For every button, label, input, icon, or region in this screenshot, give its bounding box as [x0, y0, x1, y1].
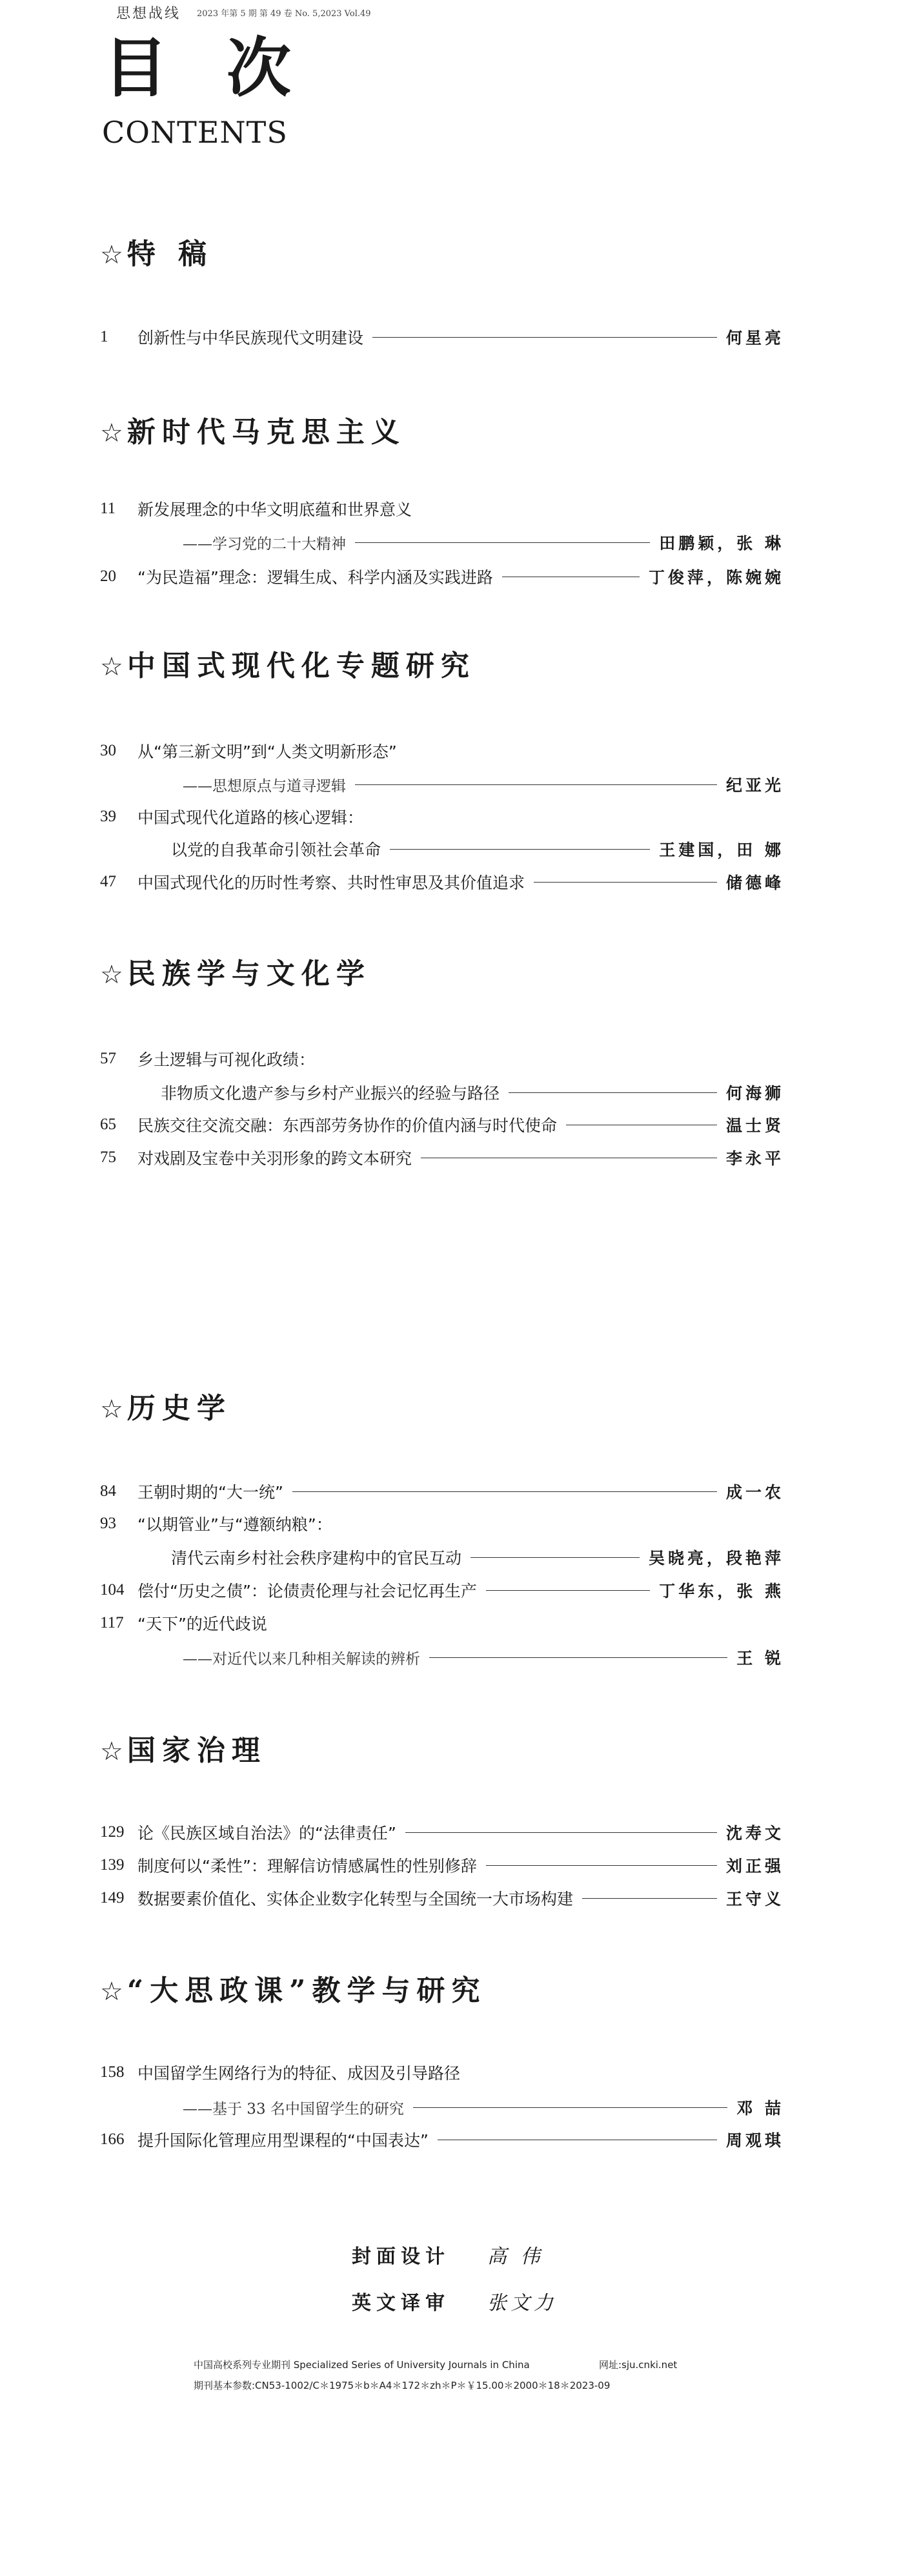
- dot-leader: [355, 784, 717, 785]
- star-icon: ☆: [100, 1737, 123, 1766]
- article-author: 王 锐: [736, 1649, 784, 1668]
- dot-leader: [355, 542, 650, 543]
- toc-entry-continued[interactable]: [100, 1079, 784, 1105]
- dot-leader: [405, 1832, 717, 1833]
- cover-design-credit: [352, 2240, 544, 2269]
- page-number: 30: [100, 742, 116, 759]
- dot-leader: [534, 882, 717, 883]
- toc-entry[interactable]: [100, 1112, 784, 1138]
- english-review-credit: [352, 2287, 557, 2315]
- toc-entry[interactable]: [100, 1577, 784, 1603]
- star-icon: ☆: [100, 652, 123, 682]
- page-title: 目 次: [103, 30, 309, 106]
- dot-leader: [292, 1491, 717, 1492]
- toc-entry[interactable]: [100, 496, 784, 522]
- dot-leader: [413, 2107, 727, 2108]
- star-icon: ☆: [100, 960, 123, 990]
- article-subtitle: ——对近代以来几种相关解读的辨析: [183, 1650, 420, 1668]
- article-subtitle: ——基于 33 名中国留学生的研究: [183, 2100, 404, 2118]
- star-icon: ☆: [100, 240, 123, 270]
- article-title: 非物质文化遗产参与乡村产业振兴的经验与路径: [161, 1084, 500, 1103]
- article-title: 制度何以“柔性”：理解信访情感属性的性别修辞: [137, 1857, 477, 1876]
- toc-entry-continued[interactable]: [100, 836, 784, 862]
- article-subtitle: ——学习党的二十大精神: [183, 535, 346, 553]
- credit-label: 英文译审: [352, 2292, 450, 2315]
- article-title: 中国式现代化道路的核心逻辑：: [137, 808, 364, 827]
- page-number: 47: [100, 873, 116, 890]
- page-number: 39: [100, 808, 116, 825]
- toc-entry[interactable]: [100, 738, 784, 764]
- article-title: 提升国际化管理应用型课程的“中国表达”: [137, 2131, 429, 2150]
- journal-parameters: 期刊基本参数:CN53-1002/C＊1975＊b＊A4＊172＊zh＊P＊￥15.00＊2000＊18＊2023-09: [194, 2380, 611, 2391]
- section-title-governance: ☆ 国家治理: [100, 1734, 267, 1767]
- toc-entry[interactable]: [100, 2060, 784, 2085]
- article-title: 对戏剧及宝卷中关羽形象的跨文本研究: [137, 1149, 412, 1168]
- page-number: 117: [100, 1614, 124, 1631]
- toc-entry[interactable]: [100, 1610, 784, 1636]
- credit-name: 张文力: [487, 2292, 557, 2315]
- article-author: 丁俊萍，陈婉婉: [648, 568, 784, 587]
- article-author: 吴晓亮，段艳萍: [648, 1549, 784, 1568]
- article-author: 王守义: [725, 1890, 784, 1908]
- page-number: 129: [100, 1823, 125, 1841]
- article-author: 纪亚光: [725, 776, 784, 795]
- article-author: 温士贤: [725, 1116, 784, 1135]
- contents-label: CONTENTS: [102, 115, 288, 150]
- toc-entry[interactable]: [100, 1046, 784, 1072]
- dot-leader: [372, 337, 717, 338]
- credit-name: 高 伟: [487, 2245, 544, 2268]
- article-author: 何星亮: [725, 329, 784, 347]
- article-author: 李永平: [725, 1149, 784, 1168]
- article-author: 邓 喆: [736, 2099, 784, 2118]
- article-title: 乡土逻辑与可视化政绩：: [137, 1050, 316, 1069]
- toc-entry[interactable]: [100, 1511, 784, 1537]
- page-number: 11: [100, 500, 116, 517]
- page-number: 75: [100, 1149, 116, 1166]
- page-number: 93: [100, 1515, 116, 1532]
- article-title: 以党的自我革命引领社会革命: [171, 841, 381, 859]
- article-title: 新发展理念的中华文明底蕴和世界意义: [137, 500, 412, 519]
- star-icon: ☆: [100, 418, 123, 448]
- dot-leader: [486, 1590, 650, 1591]
- article-title: 从“第三新文明”到“人类文明新形态”: [137, 742, 397, 761]
- article-author: 丁华东，张 燕: [659, 1582, 784, 1600]
- article-title: 论《民族区域自治法》的“法律责任”: [137, 1824, 396, 1843]
- article-title: “天下”的近代歧说: [137, 1615, 267, 1633]
- section-title-marxism: ☆ 新时代马克思主义: [100, 416, 406, 449]
- toc-entry-continued[interactable]: [100, 1544, 784, 1570]
- section-title-ideological-course: ☆ “大思政课”教学与研究: [100, 1974, 487, 2007]
- dot-leader: [582, 1898, 717, 1899]
- toc-entry[interactable]: [100, 564, 784, 589]
- toc-entry[interactable]: [100, 324, 784, 350]
- section-title-modernization: ☆ 中国式现代化专题研究: [100, 649, 476, 682]
- toc-entry[interactable]: [100, 804, 784, 830]
- section-title-special: ☆ 特 稿: [100, 238, 214, 271]
- article-author: 田鹏颖，张 琳: [659, 534, 784, 553]
- article-author: 刘正强: [725, 1857, 784, 1876]
- article-title: 清代云南乡村社会秩序建构中的官民互动: [171, 1549, 462, 1568]
- page-number: 65: [100, 1116, 116, 1133]
- page-number: 139: [100, 1856, 125, 1874]
- dot-leader: [429, 1657, 727, 1658]
- page-number: 104: [100, 1581, 125, 1599]
- page-number: 20: [100, 567, 116, 585]
- toc-entry[interactable]: [100, 1145, 784, 1170]
- credit-label: 封面设计: [352, 2245, 450, 2268]
- article-author: 沈寿文: [725, 1824, 784, 1843]
- article-title: 偿付“历史之债”：论债责伦理与社会记忆再生产: [137, 1582, 477, 1600]
- article-author: 成一农: [725, 1483, 784, 1502]
- toc-entry[interactable]: [100, 869, 784, 895]
- article-author: 周观琪: [725, 2131, 784, 2150]
- page-number: 1: [100, 328, 108, 345]
- toc-entry[interactable]: [100, 2127, 784, 2152]
- page-number: 166: [100, 2131, 125, 2148]
- journal-series-info: 中国高校系列专业期刊 Specialized Series of University Journals in China: [194, 2359, 530, 2371]
- article-title: “以期管业”与“遵额纳粮”：: [137, 1515, 332, 1534]
- article-title: 创新性与中华民族现代文明建设: [137, 329, 364, 347]
- article-subtitle: ——思想原点与道寻逻辑: [183, 777, 346, 795]
- page-number: 84: [100, 1482, 116, 1500]
- article-title: 中国式现代化的历时性考察、共时性审思及其价值追求: [137, 874, 525, 892]
- website-link[interactable]: 网址:sju.cnki.net: [599, 2359, 678, 2371]
- article-author: 王建国，田 娜: [659, 841, 784, 859]
- dot-leader: [486, 1865, 717, 1866]
- star-icon: ☆: [100, 1395, 123, 1424]
- dot-leader: [470, 1557, 640, 1558]
- issue-info: 2023 年第 5 期 第 49 卷 No. 5,2023 Vol.49: [197, 9, 371, 19]
- journal-logo: 思想战线: [116, 6, 181, 22]
- dot-leader: [509, 1092, 717, 1093]
- article-title: 中国留学生网络行为的特征、成因及引导路径: [137, 2064, 461, 2083]
- toc-entry-subtitle[interactable]: [100, 529, 784, 555]
- toc-entry[interactable]: [100, 1478, 784, 1504]
- section-title-ethnology: ☆ 民族学与文化学: [100, 957, 371, 990]
- article-title: 数据要素价值化、实体企业数字化转型与全国统一大市场构建: [137, 1890, 574, 1908]
- article-title: 民族交往交流交融：东西部劳务协作的价值内涵与时代使命: [137, 1116, 558, 1135]
- toc-entry-subtitle[interactable]: [100, 1644, 784, 1670]
- dot-leader: [390, 849, 650, 850]
- article-title: 王朝时期的“大一统”: [137, 1483, 283, 1502]
- article-author: 储德峰: [725, 874, 784, 892]
- toc-entry[interactable]: [100, 1819, 784, 1845]
- toc-entry-subtitle[interactable]: [100, 772, 784, 797]
- star-icon: ☆: [100, 1977, 123, 2007]
- toc-entry[interactable]: [100, 1852, 784, 1878]
- toc-entry[interactable]: [100, 1885, 784, 1911]
- page-number: 57: [100, 1050, 116, 1067]
- page-number: 149: [100, 1889, 125, 1906]
- article-title: “为民造福”理念：逻辑生成、科学内涵及实践进路: [137, 568, 493, 587]
- section-title-history: ☆ 历史学: [100, 1392, 232, 1425]
- article-author: 何海狮: [725, 1084, 784, 1103]
- toc-entry-subtitle[interactable]: [100, 2094, 784, 2120]
- page-number: 158: [100, 2063, 125, 2081]
